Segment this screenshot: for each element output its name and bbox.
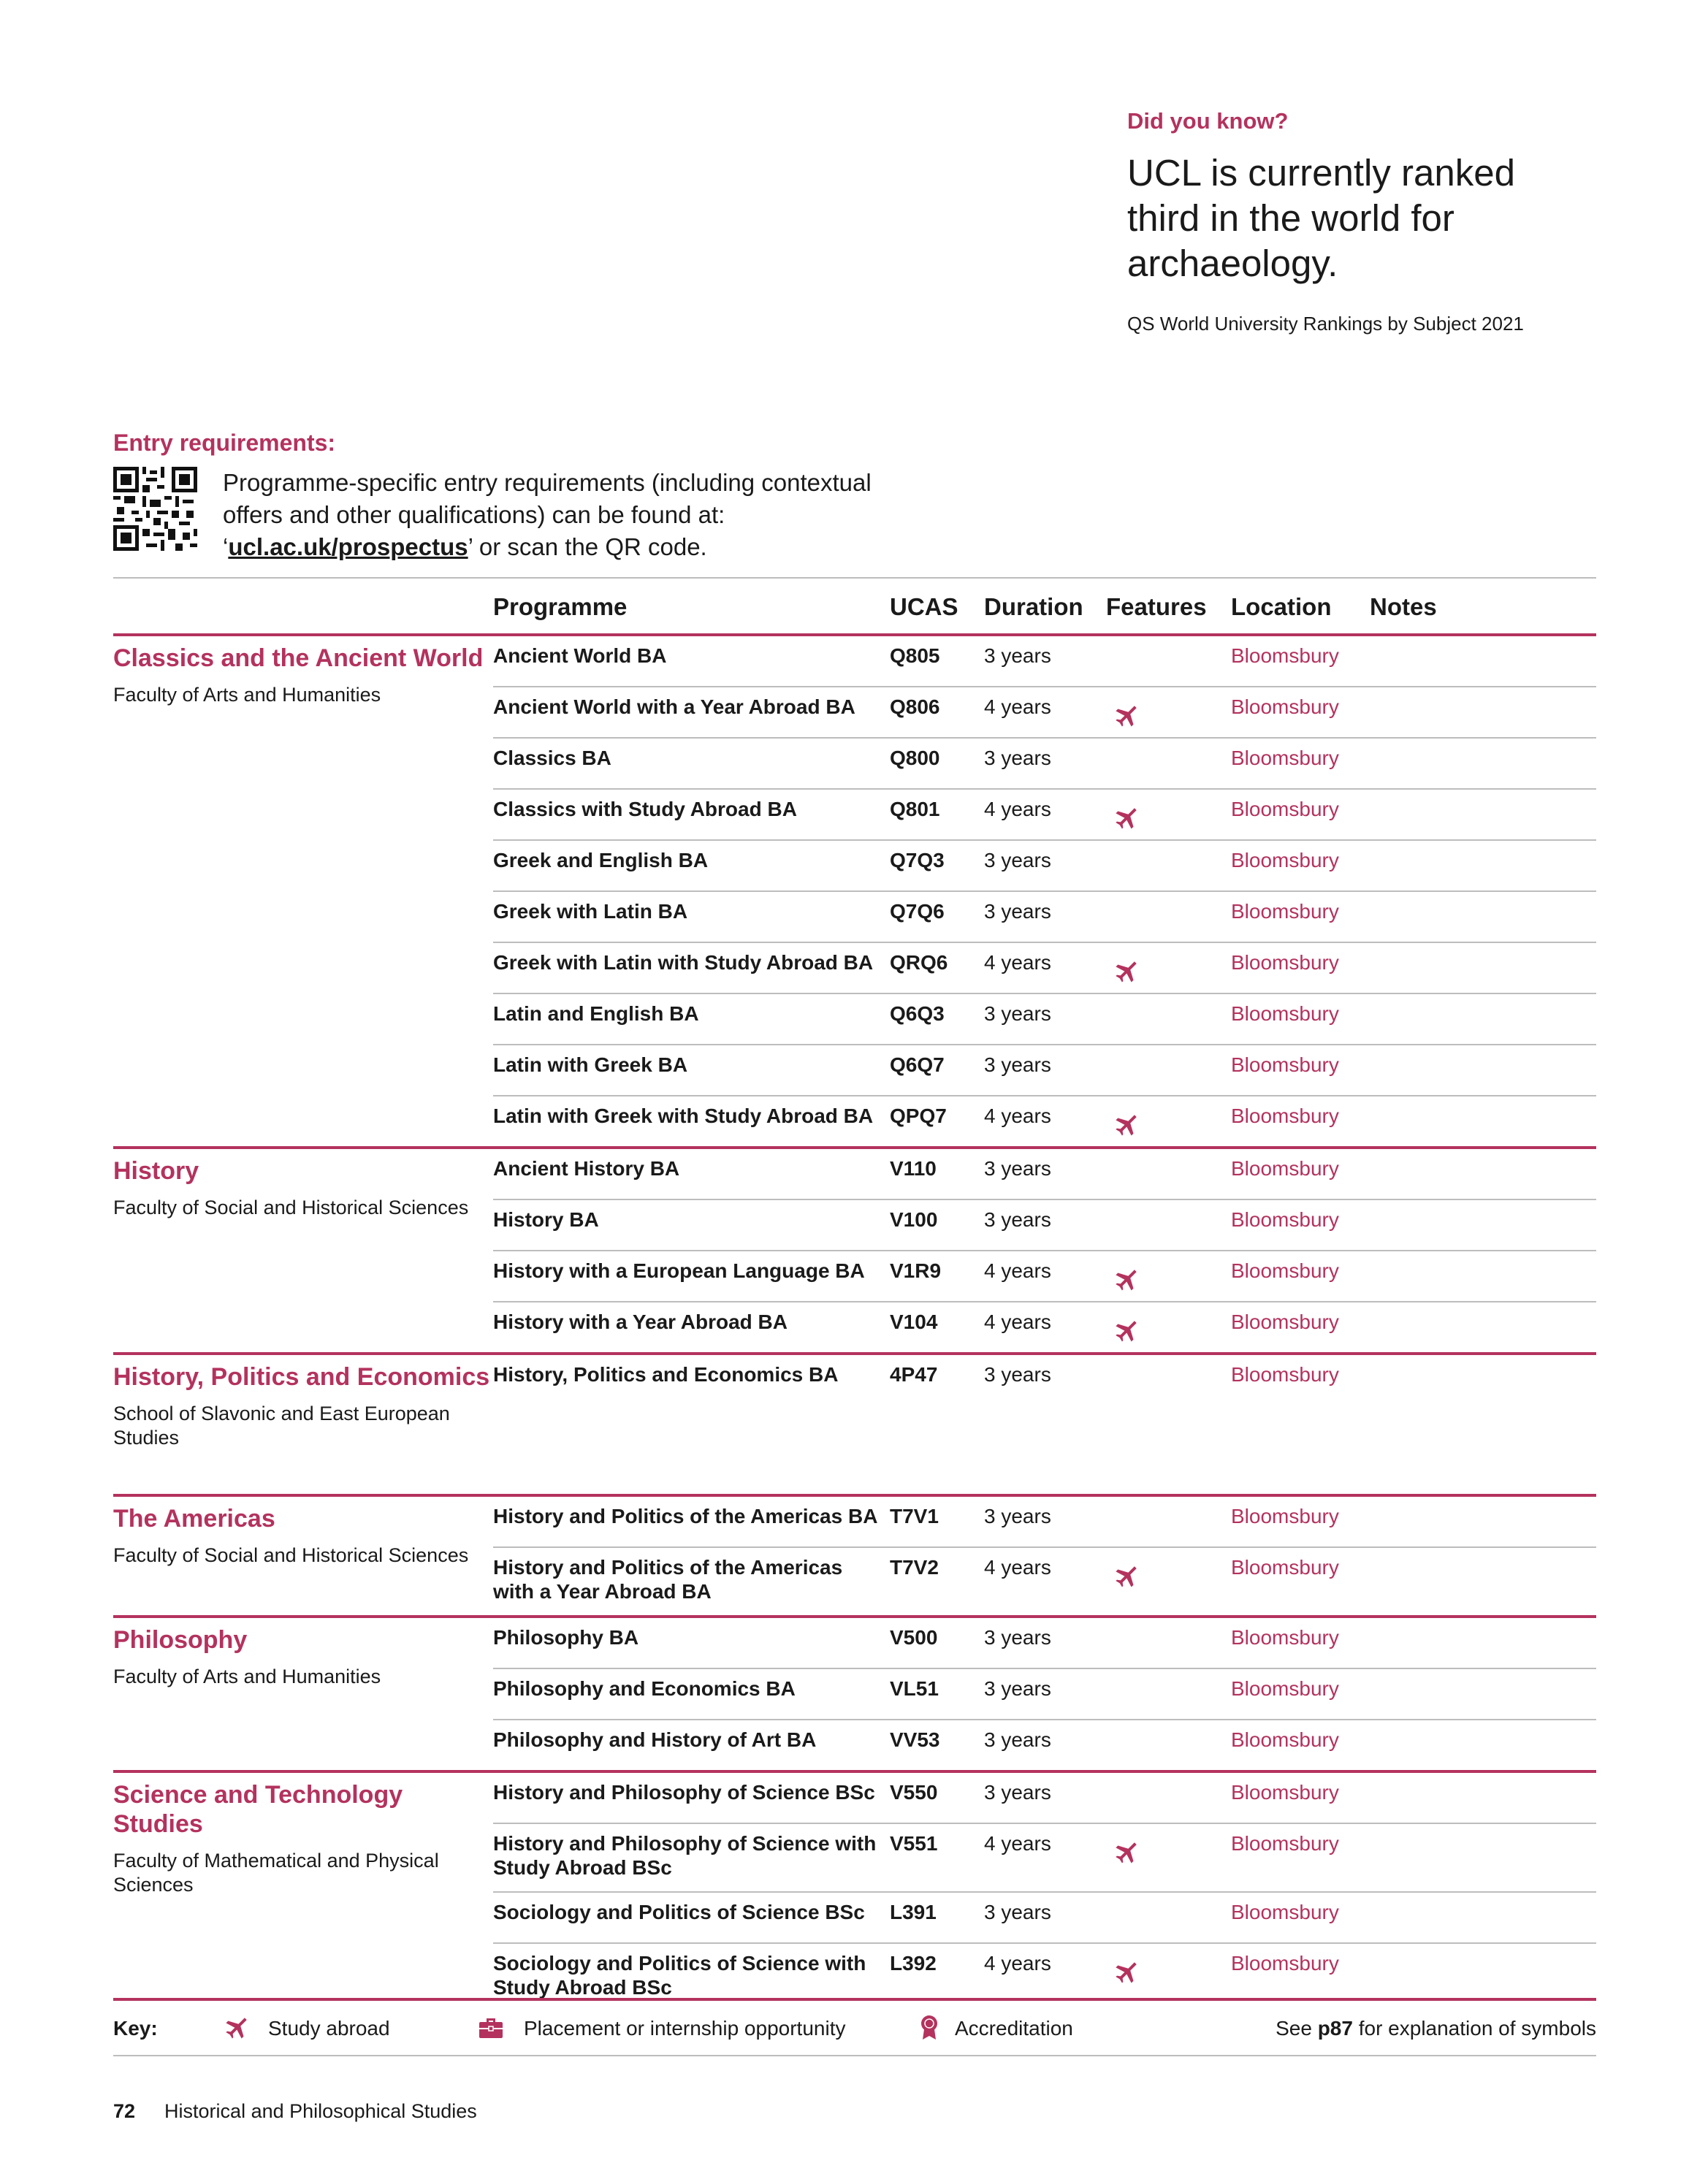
plane-icon — [223, 2013, 252, 2042]
programme-group — [113, 1146, 1596, 1352]
duration: 3 years — [984, 747, 1051, 769]
page-number: 72 — [113, 2100, 136, 2122]
location: Bloomsbury — [1231, 1832, 1339, 1855]
location: Bloomsbury — [1231, 1105, 1339, 1127]
programme-name[interactable]: Classics with Study Abroad BA — [493, 798, 797, 820]
programme-name[interactable]: Philosophy and Economics BA — [493, 1677, 796, 1700]
group-rows — [493, 636, 1596, 1146]
duration: 3 years — [984, 900, 1051, 923]
ucas-code: 4P47 — [890, 1363, 938, 1386]
plane-icon — [1113, 1561, 1142, 1590]
location: Bloomsbury — [1231, 951, 1339, 974]
duration: 4 years — [984, 1832, 1051, 1855]
key-legend — [113, 1998, 1596, 2056]
programme-group — [113, 1352, 1596, 1494]
programme-name[interactable]: Ancient World with a Year Abroad BA — [493, 695, 855, 718]
location: Bloomsbury — [1231, 1901, 1339, 1923]
ucas-code: V1R9 — [890, 1259, 942, 1282]
duration: 4 years — [984, 951, 1051, 974]
table-row — [493, 636, 1596, 686]
duration: 4 years — [984, 1311, 1051, 1333]
subject-area-name: The Americas — [113, 1505, 275, 1533]
programme-name[interactable]: Sociology and Politics of Science BSc — [493, 1901, 865, 1923]
programme-name[interactable]: Greek and English BA — [493, 849, 709, 871]
table-row — [493, 839, 1596, 890]
table-row — [493, 1668, 1596, 1719]
group-rows — [493, 1773, 1596, 2011]
programme-name[interactable]: Latin with Greek BA — [493, 1053, 688, 1076]
table-body — [113, 633, 1596, 2011]
ucas-code: V110 — [890, 1157, 937, 1180]
location: Bloomsbury — [1231, 747, 1339, 769]
ucas-code: Q6Q3 — [890, 1002, 945, 1025]
ucas-code: VL51 — [890, 1677, 939, 1700]
location: Bloomsbury — [1231, 1002, 1339, 1025]
key-placement: Placement or internship opportunity — [524, 2017, 846, 2040]
ucas-code: Q7Q3 — [890, 849, 945, 871]
location: Bloomsbury — [1231, 1505, 1339, 1527]
duration: 3 years — [984, 1626, 1051, 1649]
ucas-code: Q6Q7 — [890, 1053, 945, 1076]
key-study-abroad: Study abroad — [268, 2017, 390, 2040]
ucas-code: Q7Q6 — [890, 900, 945, 923]
subject-area-name: History, Politics and Economics — [113, 1363, 490, 1391]
programme-name[interactable]: Ancient World BA — [493, 644, 667, 667]
duration: 3 years — [984, 1208, 1051, 1231]
table-row — [493, 1044, 1596, 1095]
location: Bloomsbury — [1231, 1259, 1339, 1282]
location: Bloomsbury — [1231, 1728, 1339, 1751]
group-heading — [113, 1773, 493, 2011]
group-heading — [113, 1618, 493, 1770]
location: Bloomsbury — [1231, 1677, 1339, 1700]
callout-label: Did you know? — [1127, 108, 1289, 134]
plane-icon — [1113, 1110, 1142, 1139]
table-row — [493, 788, 1596, 839]
table-row — [493, 1891, 1596, 1942]
ucas-code: T7V2 — [890, 1556, 939, 1579]
duration: 3 years — [984, 644, 1051, 667]
duration: 3 years — [984, 1728, 1051, 1751]
table-row — [493, 942, 1596, 993]
duration: 4 years — [984, 1556, 1051, 1579]
duration: 4 years — [984, 1259, 1051, 1282]
table-row — [493, 737, 1596, 788]
subject-area-name: Science and Technology Studies — [113, 1781, 403, 1838]
programme-name[interactable]: History with a Year Abroad BA — [493, 1311, 788, 1333]
key-see-after: for explanation of symbols — [1352, 2017, 1596, 2040]
qr-code-icon[interactable] — [113, 467, 197, 551]
duration: 3 years — [984, 849, 1051, 871]
programme-name[interactable]: Philosophy and History of Art BA — [493, 1728, 817, 1751]
location: Bloomsbury — [1231, 695, 1339, 718]
programme-name[interactable]: History and Politics of the Americas BA — [493, 1505, 878, 1527]
briefcase-icon — [476, 2013, 506, 2042]
location: Bloomsbury — [1231, 849, 1339, 871]
programme-name[interactable]: Greek with Latin with Study Abroad BA — [493, 951, 874, 974]
duration: 3 years — [984, 1053, 1051, 1076]
faculty-name: Faculty of Mathematical and Physical Sciences — [113, 1850, 439, 1896]
plane-icon — [1113, 701, 1142, 730]
location: Bloomsbury — [1231, 1952, 1339, 1975]
duration: 3 years — [984, 1901, 1051, 1923]
table-row — [493, 1823, 1596, 1891]
table-row — [493, 1618, 1596, 1668]
programme-group — [113, 633, 1596, 1146]
table-row — [493, 1773, 1596, 1823]
ucas-code: T7V1 — [890, 1505, 939, 1527]
group-rows — [493, 1149, 1596, 1352]
location: Bloomsbury — [1231, 900, 1339, 923]
programme-name[interactable]: Latin with Greek with Study Abroad BA — [493, 1105, 874, 1127]
rosette-icon — [915, 2013, 944, 2042]
header-programme: Programme — [493, 593, 628, 620]
ucas-code: L392 — [890, 1952, 937, 1975]
programme-name[interactable]: Classics BA — [493, 747, 611, 769]
ucas-code: V100 — [890, 1208, 938, 1231]
location: Bloomsbury — [1231, 1363, 1339, 1386]
header-duration: Duration — [984, 593, 1083, 620]
ucas-code: QRQ6 — [890, 951, 948, 974]
header-ucas: UCAS — [890, 593, 958, 620]
subject-area-name: Classics and the Ancient World — [113, 644, 484, 672]
entry-requirements-text — [223, 467, 880, 563]
duration: 3 years — [984, 1157, 1051, 1180]
table-row — [493, 1497, 1596, 1546]
ucas-code: Q806 — [890, 695, 940, 718]
plane-icon — [1113, 956, 1142, 985]
location: Bloomsbury — [1231, 1208, 1339, 1231]
location: Bloomsbury — [1231, 1157, 1339, 1180]
callout-source: QS World University Rankings by Subject 2021 — [1127, 313, 1524, 335]
table-row — [493, 1355, 1596, 1405]
ucas-code: L391 — [890, 1901, 937, 1923]
programme-name[interactable]: History and Philosophy of Science BSc — [493, 1781, 875, 1804]
programme-table — [113, 577, 1596, 2011]
entry-requirements — [113, 430, 880, 563]
duration: 4 years — [984, 695, 1051, 718]
plane-icon — [1113, 1957, 1142, 1986]
ucas-code: Q800 — [890, 747, 940, 769]
duration: 3 years — [984, 1002, 1051, 1025]
location: Bloomsbury — [1231, 1781, 1339, 1804]
programme-group — [113, 1615, 1596, 1770]
table-row — [493, 1095, 1596, 1146]
location: Bloomsbury — [1231, 798, 1339, 820]
programme-name[interactable]: Ancient History BA — [493, 1157, 680, 1180]
duration: 4 years — [984, 1105, 1051, 1127]
group-rows — [493, 1497, 1596, 1615]
entry-requirements-title: Entry requirements: — [113, 430, 336, 456]
table-row — [493, 1149, 1596, 1199]
table-row — [493, 1546, 1596, 1615]
header-location: Location — [1231, 593, 1332, 620]
programme-name[interactable]: Greek with Latin BA — [493, 900, 688, 923]
programme-name[interactable]: Latin and English BA — [493, 1002, 699, 1025]
subject-area-name: Philosophy — [113, 1626, 248, 1654]
duration: 3 years — [984, 1363, 1051, 1386]
subject-area-name: History — [113, 1157, 199, 1185]
plane-icon — [1113, 1316, 1142, 1345]
location: Bloomsbury — [1231, 1556, 1339, 1579]
ucas-code: V104 — [890, 1311, 938, 1333]
table-header — [113, 577, 1596, 633]
table-row — [493, 1199, 1596, 1250]
programme-name[interactable]: History BA — [493, 1208, 599, 1231]
faculty-name: Faculty of Arts and Humanities — [113, 684, 381, 706]
programme-name[interactable]: History and Politics of the Americas with a Year Abroad BA — [493, 1556, 843, 1603]
group-rows — [493, 1355, 1596, 1494]
plane-icon — [1113, 803, 1142, 832]
table-row — [493, 890, 1596, 942]
programme-name[interactable]: History, Politics and Economics BA — [493, 1363, 839, 1386]
callout-fact: UCL is currently ranked third in the world for archaeology. — [1127, 152, 1515, 284]
ucas-code: V551 — [890, 1832, 938, 1855]
group-heading — [113, 1149, 493, 1352]
ucas-code: V550 — [890, 1781, 938, 1804]
location: Bloomsbury — [1231, 1053, 1339, 1076]
page-footer — [113, 2100, 477, 2123]
duration: 3 years — [984, 1505, 1051, 1527]
faculty-name: Faculty of Arts and Humanities — [113, 1666, 381, 1687]
table-row — [493, 993, 1596, 1044]
ucas-code: Q801 — [890, 798, 940, 820]
ucas-code: QPQ7 — [890, 1105, 947, 1127]
section-title: Historical and Philosophical Studies — [164, 2100, 477, 2122]
location: Bloomsbury — [1231, 1311, 1339, 1333]
duration: 3 years — [984, 1677, 1051, 1700]
table-row — [493, 1719, 1596, 1770]
programme-name[interactable]: History and Philosophy of Science with Study Abroad BSc — [493, 1832, 877, 1879]
key-see-page — [1276, 2017, 1596, 2040]
programme-name[interactable]: Sociology and Politics of Science with Study Abroad BSc — [493, 1952, 866, 1999]
header-features: Features — [1106, 593, 1207, 620]
faculty-name: Faculty of Social and Historical Sciences — [113, 1544, 469, 1566]
group-heading — [113, 636, 493, 1146]
programme-name[interactable]: Philosophy BA — [493, 1626, 639, 1649]
plane-icon — [1113, 1264, 1142, 1294]
plane-icon — [1113, 1837, 1142, 1866]
prospectus-link[interactable]: ucl.ac.uk/prospectus — [228, 533, 468, 560]
duration: 4 years — [984, 1952, 1051, 1975]
group-heading — [113, 1497, 493, 1615]
faculty-name: School of Slavonic and East European Studies — [113, 1403, 450, 1449]
key-see-before: See — [1276, 2017, 1318, 2040]
ucas-code: Q805 — [890, 644, 940, 667]
faculty-name: Faculty of Social and Historical Sciences — [113, 1197, 469, 1218]
ucas-code: V500 — [890, 1626, 938, 1649]
did-you-know-callout — [1127, 108, 1595, 335]
group-heading — [113, 1355, 493, 1494]
header-notes: Notes — [1370, 593, 1437, 620]
duration: 3 years — [984, 1781, 1051, 1804]
key-label: Key: — [113, 2017, 158, 2040]
entry-text-before: Programme-specific entry requirements (including contextual offers and other qualifications) can be found at: ‘ — [223, 469, 872, 560]
location: Bloomsbury — [1231, 644, 1339, 667]
programme-name[interactable]: History with a European Language BA — [493, 1259, 865, 1282]
key-accreditation: Accreditation — [955, 2017, 1073, 2040]
programme-group — [113, 1770, 1596, 2011]
programme-group — [113, 1494, 1596, 1615]
group-rows — [493, 1618, 1596, 1770]
table-row — [493, 1301, 1596, 1352]
table-row — [493, 1250, 1596, 1301]
duration: 4 years — [984, 798, 1051, 820]
entry-text-after: ’ or scan the QR code. — [468, 533, 707, 560]
ucas-code: VV53 — [890, 1728, 940, 1751]
table-row — [493, 686, 1596, 737]
key-page-ref[interactable]: p87 — [1317, 2017, 1353, 2040]
location: Bloomsbury — [1231, 1626, 1339, 1649]
